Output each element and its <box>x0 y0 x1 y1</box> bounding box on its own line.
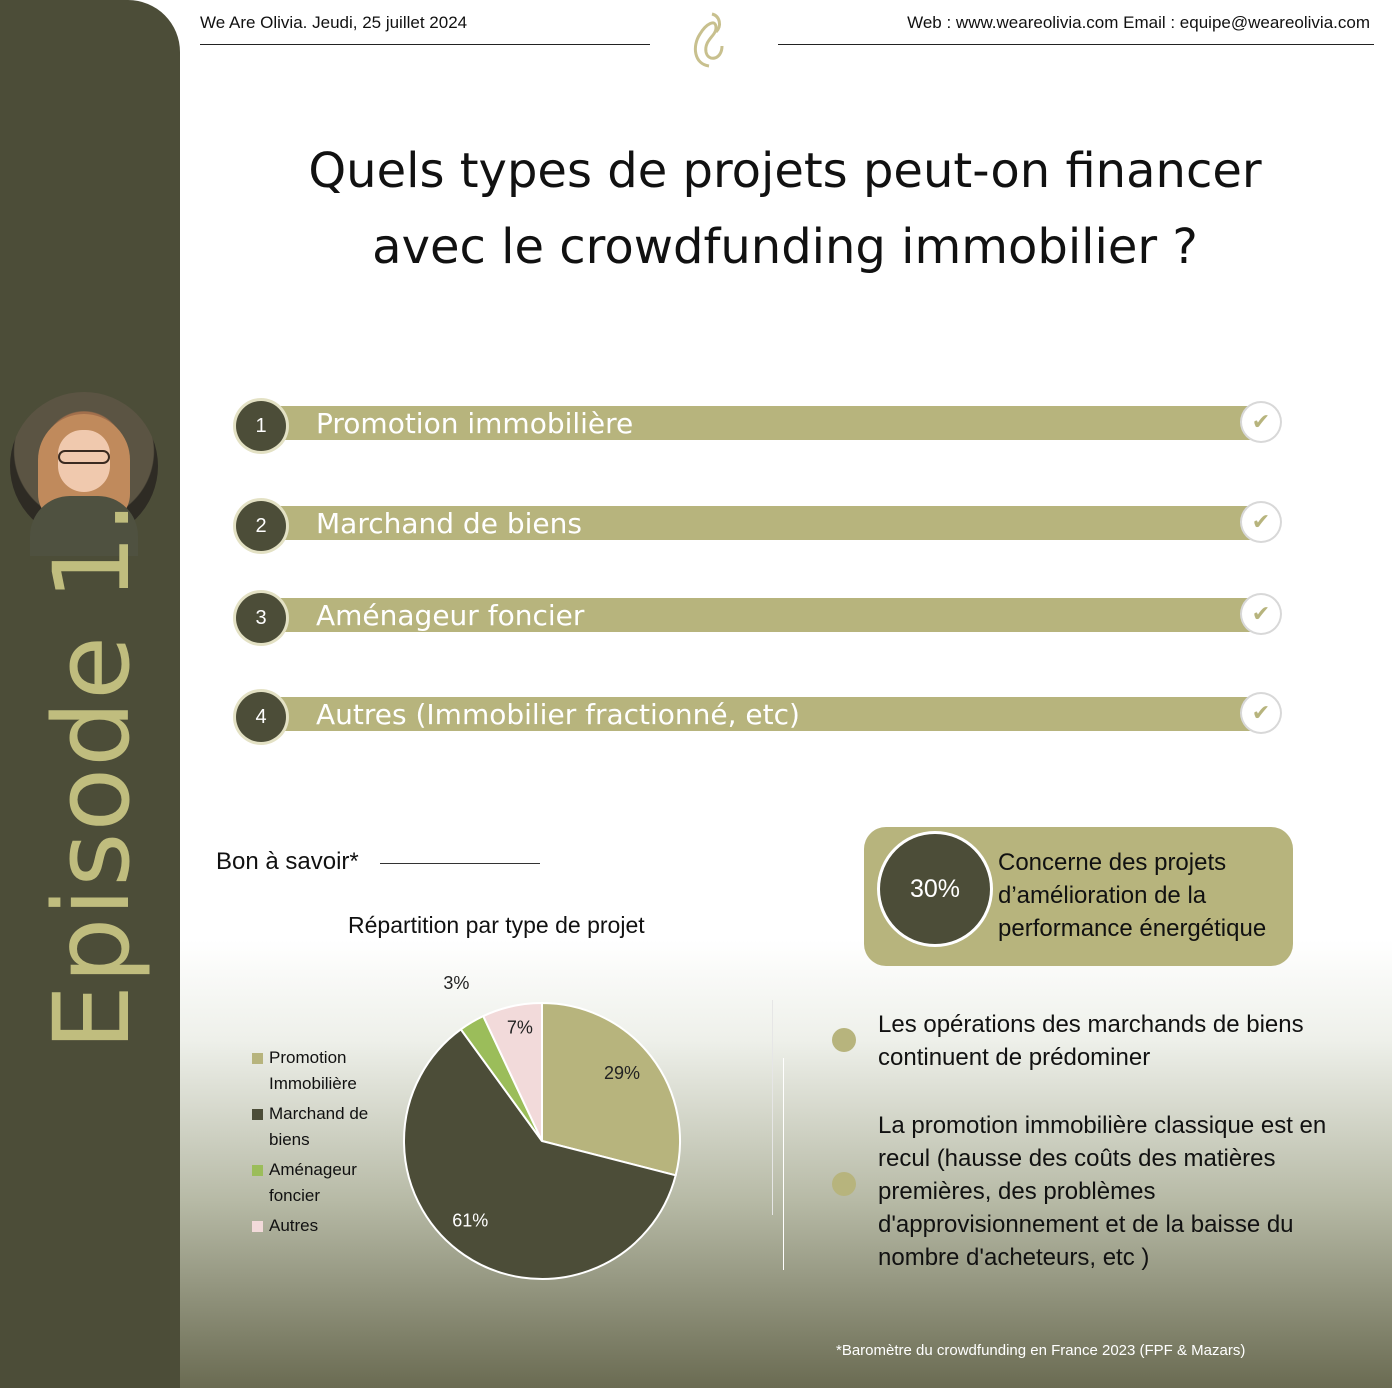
footnote: *Baromètre du crowdfunding en France 2023 (FPF & Mazars) <box>836 1342 1246 1359</box>
pie-data-label: 7% <box>506 1017 533 1038</box>
legend-label: Autres <box>269 1216 319 1235</box>
bullet-text: Les opérations des marchands de biens continuent de prédominer <box>878 1011 1304 1071</box>
stat-text: Concerne des projets d’amélioration de la performance énergétique <box>998 849 1267 942</box>
item-number: 2 <box>236 501 286 551</box>
check-icon: ✔ <box>1242 694 1280 732</box>
divider <box>783 1058 784 1270</box>
pie-data-label: 29% <box>604 1062 641 1083</box>
bon-a-savoir-rule <box>380 863 540 864</box>
check-icon: ✔ <box>1242 403 1280 441</box>
header-date: We Are Olivia. Jeudi, 25 juillet 2024 <box>200 13 468 32</box>
header-rule-right <box>778 44 1374 45</box>
list-item <box>236 593 1280 643</box>
item-label: Marchand de biens <box>316 507 582 540</box>
legend-swatch <box>252 1109 263 1120</box>
header-contact: Web : www.weareolivia.com Email : equipe@weareolivia.com <box>907 13 1370 32</box>
chart-legend <box>252 1045 399 1243</box>
bullet-dot <box>832 1172 856 1196</box>
legend-entry <box>252 1045 399 1097</box>
episode-label: Episode 1. <box>31 499 153 1051</box>
bullet-text: La promotion immobilière classique est en recul (hausse des coûts des matières premières, des problèmes d'approvisionnement et de la baisse du nombre d'acheteurs, etc ) <box>878 1112 1327 1271</box>
legend-label: Promotion Immobilière <box>269 1048 357 1093</box>
header-rule-left <box>200 44 650 45</box>
pie-data-label: 61% <box>452 1210 489 1231</box>
legend-label: Marchand de biens <box>269 1104 369 1149</box>
chart-title: Répartition par type de projet <box>348 912 645 938</box>
item-number: 1 <box>236 401 286 451</box>
item-label: Aménageur foncier <box>316 599 585 632</box>
stat-value: 30% <box>880 834 990 944</box>
list-item <box>236 401 1280 451</box>
list-item <box>236 501 1280 551</box>
page-title: Quels types de projets peut-on financer avec le crowdfunding immobilier ? <box>308 143 1262 275</box>
legend-entry <box>252 1101 399 1153</box>
item-label: Promotion immobilière <box>316 407 634 440</box>
legend-swatch <box>252 1165 263 1176</box>
pie-data-label: 3% <box>443 973 470 994</box>
list-item <box>236 692 1280 742</box>
legend-swatch <box>252 1221 263 1232</box>
bullet-dot <box>832 1028 856 1052</box>
logo-icon <box>686 6 732 72</box>
bon-a-savoir-heading: Bon à savoir* <box>216 848 359 875</box>
sidebar <box>0 0 180 1388</box>
item-label: Autres (Immobilier fractionné, etc) <box>316 698 800 731</box>
check-icon: ✔ <box>1242 595 1280 633</box>
item-number: 4 <box>236 692 286 742</box>
legend-entry <box>252 1213 399 1239</box>
item-number: 3 <box>236 593 286 643</box>
legend-swatch <box>252 1053 263 1064</box>
divider <box>772 1000 773 1215</box>
check-icon: ✔ <box>1242 503 1280 541</box>
pie-chart <box>400 973 700 1292</box>
legend-label: Aménageur foncier <box>269 1160 357 1205</box>
legend-entry <box>252 1157 399 1209</box>
